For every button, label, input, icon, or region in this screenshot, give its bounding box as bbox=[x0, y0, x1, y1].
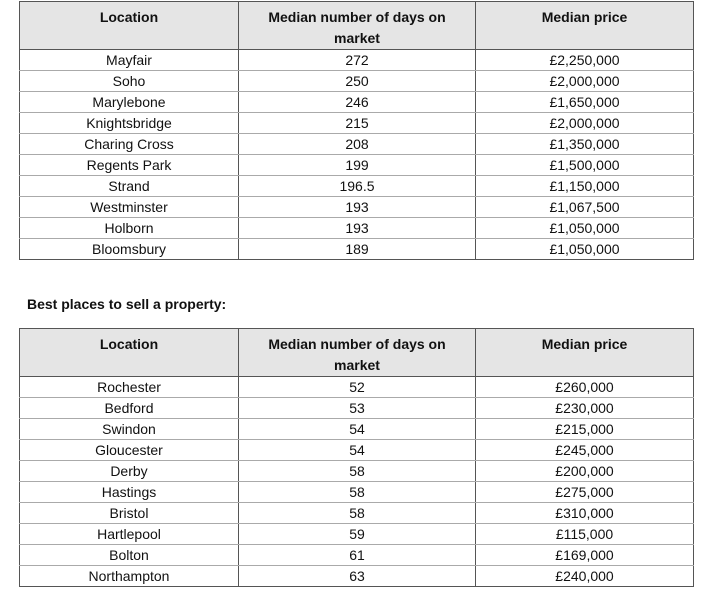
location-cell: Mayfair bbox=[20, 50, 239, 71]
median-price-cell: £200,000 bbox=[476, 461, 694, 482]
location-cell: Regents Park bbox=[20, 155, 239, 176]
location-cell: Soho bbox=[20, 71, 239, 92]
median-price-cell: £1,050,000 bbox=[476, 218, 694, 239]
location-cell: Holborn bbox=[20, 218, 239, 239]
days-on-market-cell: 215 bbox=[239, 113, 476, 134]
days-on-market-cell: 58 bbox=[239, 461, 476, 482]
location-cell: Hartlepool bbox=[20, 524, 239, 545]
days-on-market-cell: 58 bbox=[239, 482, 476, 503]
table-row bbox=[20, 92, 694, 113]
location-cell: Bloomsbury bbox=[20, 239, 239, 260]
table-row bbox=[20, 50, 694, 71]
median-price-cell: £1,650,000 bbox=[476, 92, 694, 113]
table-row bbox=[20, 197, 694, 218]
table-header-row bbox=[20, 329, 694, 377]
table-row bbox=[20, 482, 694, 503]
median-price-cell: £1,050,000 bbox=[476, 239, 694, 260]
location-cell: Gloucester bbox=[20, 440, 239, 461]
location-cell: Hastings bbox=[20, 482, 239, 503]
location-cell: Marylebone bbox=[20, 92, 239, 113]
table-row bbox=[20, 524, 694, 545]
median-price-cell: £245,000 bbox=[476, 440, 694, 461]
table-row bbox=[20, 545, 694, 566]
days-on-market-cell: 53 bbox=[239, 398, 476, 419]
table-row bbox=[20, 461, 694, 482]
table-row bbox=[20, 419, 694, 440]
median-price-cell: £1,150,000 bbox=[476, 176, 694, 197]
table-body bbox=[20, 377, 694, 587]
median-price-cell: £2,000,000 bbox=[476, 113, 694, 134]
median-price-header: Median price bbox=[476, 2, 694, 50]
median-price-cell: £275,000 bbox=[476, 482, 694, 503]
days-on-market-cell: 58 bbox=[239, 503, 476, 524]
days-on-market-cell: 208 bbox=[239, 134, 476, 155]
days-on-market-cell: 63 bbox=[239, 566, 476, 587]
median-price-cell: £240,000 bbox=[476, 566, 694, 587]
median-price-header: Median price bbox=[476, 329, 694, 377]
table-row bbox=[20, 176, 694, 197]
best-places-heading: Best places to sell a property: bbox=[27, 296, 227, 312]
table-row bbox=[20, 503, 694, 524]
location-cell: Derby bbox=[20, 461, 239, 482]
location-cell: Bolton bbox=[20, 545, 239, 566]
table-header-row bbox=[20, 2, 694, 50]
median-price-cell: £310,000 bbox=[476, 503, 694, 524]
median-price-cell: £2,250,000 bbox=[476, 50, 694, 71]
median-price-cell: £215,000 bbox=[476, 419, 694, 440]
location-cell: Swindon bbox=[20, 419, 239, 440]
days-on-market-cell: 59 bbox=[239, 524, 476, 545]
table-row bbox=[20, 239, 694, 260]
table-row bbox=[20, 377, 694, 398]
table-row bbox=[20, 440, 694, 461]
location-cell: Westminster bbox=[20, 197, 239, 218]
days-on-market-cell: 250 bbox=[239, 71, 476, 92]
table-body bbox=[20, 50, 694, 260]
days-on-market-cell: 193 bbox=[239, 218, 476, 239]
days-on-market-cell: 54 bbox=[239, 440, 476, 461]
days-on-market-cell: 189 bbox=[239, 239, 476, 260]
table-row bbox=[20, 398, 694, 419]
median-price-cell: £169,000 bbox=[476, 545, 694, 566]
days-on-market-cell: 54 bbox=[239, 419, 476, 440]
days-on-market-header: Median number of days on market bbox=[239, 2, 476, 50]
table-row bbox=[20, 218, 694, 239]
days-on-market-cell: 61 bbox=[239, 545, 476, 566]
days-on-market-cell: 196.5 bbox=[239, 176, 476, 197]
days-on-market-cell: 272 bbox=[239, 50, 476, 71]
table-row bbox=[20, 566, 694, 587]
days-on-market-cell: 246 bbox=[239, 92, 476, 113]
median-price-cell: £1,350,000 bbox=[476, 134, 694, 155]
median-price-cell: £230,000 bbox=[476, 398, 694, 419]
location-cell: Charing Cross bbox=[20, 134, 239, 155]
location-cell: Strand bbox=[20, 176, 239, 197]
location-cell: Bristol bbox=[20, 503, 239, 524]
median-price-cell: £1,067,500 bbox=[476, 197, 694, 218]
location-cell: Knightsbridge bbox=[20, 113, 239, 134]
table-row bbox=[20, 155, 694, 176]
best-places-table bbox=[19, 328, 694, 587]
slowest-selling-table bbox=[19, 1, 694, 260]
location-header: Location bbox=[20, 2, 239, 50]
table-row bbox=[20, 134, 694, 155]
median-price-cell: £2,000,000 bbox=[476, 71, 694, 92]
median-price-cell: £260,000 bbox=[476, 377, 694, 398]
days-on-market-header: Median number of days on market bbox=[239, 329, 476, 377]
median-price-cell: £1,500,000 bbox=[476, 155, 694, 176]
location-cell: Bedford bbox=[20, 398, 239, 419]
table-row bbox=[20, 113, 694, 134]
days-on-market-cell: 52 bbox=[239, 377, 476, 398]
location-cell: Northampton bbox=[20, 566, 239, 587]
location-cell: Rochester bbox=[20, 377, 239, 398]
location-header: Location bbox=[20, 329, 239, 377]
days-on-market-cell: 199 bbox=[239, 155, 476, 176]
days-on-market-cell: 193 bbox=[239, 197, 476, 218]
table-row bbox=[20, 71, 694, 92]
median-price-cell: £115,000 bbox=[476, 524, 694, 545]
